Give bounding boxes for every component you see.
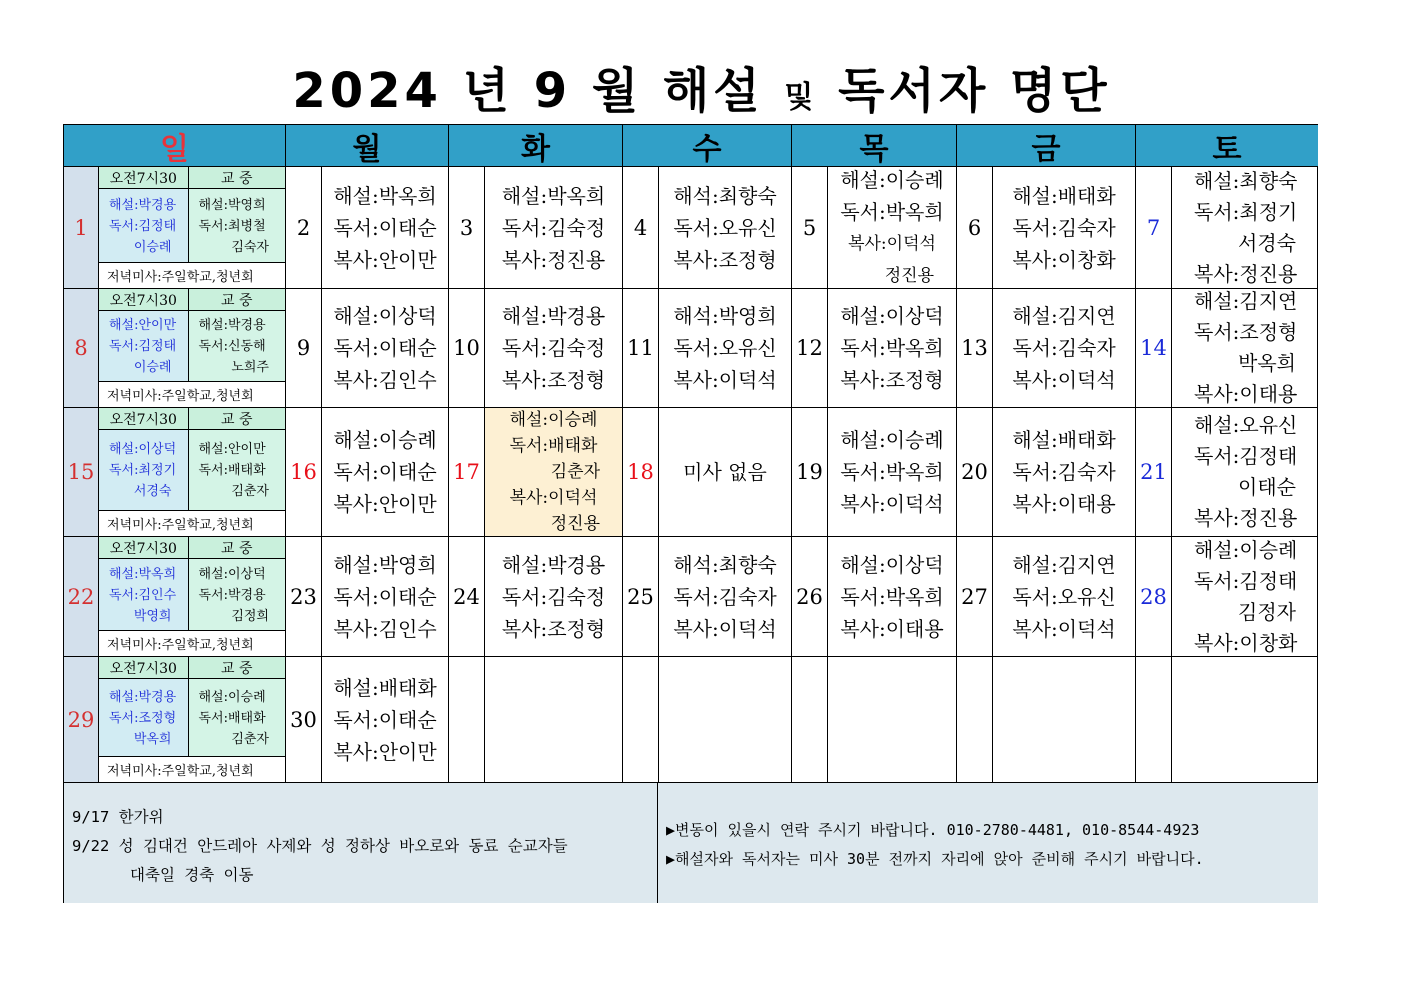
day-date: 26 [792, 537, 828, 657]
schedule-line: 독서:김숙정 [501, 584, 606, 609]
sunday-time: 오전7시30 [99, 289, 189, 311]
sunday-mass-label: 교 중 [189, 289, 287, 311]
day-schedule [993, 657, 1136, 783]
schedule-line: 정진용 [884, 265, 934, 286]
schedule-line: 복사:이태용 [840, 616, 944, 641]
schedule-line: 해설:박영희 [333, 552, 437, 577]
day-schedule [322, 537, 449, 657]
schedule-line: 독서:김숙정 [501, 336, 606, 360]
schedule-line: 독서:이태순 [333, 336, 437, 360]
day-schedule [993, 289, 1136, 408]
schedule-line: 복사:김인수 [333, 368, 437, 392]
schedule-line: 복사:김인수 [333, 616, 437, 641]
title-end: 독서자 명단 [838, 63, 1111, 119]
reader-line: 독서:최병철 [198, 218, 266, 234]
sunday-time: 오전7시30 [99, 537, 189, 559]
schedule-line: 독서:김숙자 [1012, 460, 1116, 484]
sunday-date: 29 [64, 657, 99, 783]
day-schedule [485, 167, 623, 289]
schedule-line: 독서:김정태 [1194, 444, 1298, 468]
note-line: ▶해설자와 독서자는 미사 30분 전까지 자리에 앉아 준비해 주시기 바랍니다. [666, 850, 1204, 868]
schedule-line: 김춘자 [550, 462, 600, 482]
schedule-line: 복사:이덕석 [1012, 616, 1116, 641]
note-line: ▶변동이 있을시 연락 주시기 바랍니다. 010-2780-4481, 010-8544-4923 [666, 821, 1200, 839]
day-schedule [1172, 408, 1318, 537]
schedule-line: 독서:박옥희 [840, 336, 944, 360]
day-schedule [993, 537, 1136, 657]
schedule-line: 복사:이창화 [1194, 630, 1298, 655]
schedule-line: 독서:김정태 [1194, 568, 1298, 593]
schedule-line: 복사:이덕석 [509, 488, 598, 508]
schedule-line: 박옥희 [1238, 351, 1296, 375]
schedule-line: 해설:이승례 [509, 410, 598, 430]
reader-line: 해설:박경용 [109, 689, 177, 705]
footer-notes-left [64, 783, 658, 903]
day-schedule [659, 537, 792, 657]
day-date: 13 [957, 289, 993, 408]
reader-line: 이승례 [133, 239, 172, 255]
schedule-line: 독서:김숙자 [673, 584, 777, 609]
reader-line: 김숙자 [231, 239, 269, 255]
header-day-2: 화 [449, 125, 623, 167]
sunday-evening: 저녁미사:주일학교,청년회 [99, 263, 286, 289]
day-date: 4 [623, 167, 659, 289]
day-schedule [1172, 289, 1318, 408]
day-date: 10 [449, 289, 485, 408]
day-schedule [828, 408, 957, 537]
day-schedule [485, 657, 623, 783]
schedule-line: 해설:배태화 [1012, 183, 1116, 208]
schedule-line: 해설:이승례 [840, 167, 944, 192]
note-line: 9/22 성 김대건 안드레아 사제와 성 정하상 바오로와 동료 순교자들 [72, 837, 568, 855]
footer-notes-right [658, 783, 1318, 903]
reader-line: 독서:최정기 [109, 463, 177, 478]
reader-line: 독서:박경용 [198, 587, 266, 603]
reader-line: 해설:이승례 [198, 689, 266, 705]
schedule-line: 해설:박경용 [501, 552, 606, 577]
sunday-readers-left [99, 559, 189, 631]
day-schedule [659, 289, 792, 408]
sunday-date: 8 [64, 289, 99, 408]
schedule-line: 해설:박옥희 [333, 183, 437, 208]
header-day-5: 금 [957, 125, 1136, 167]
day-date: 21 [1136, 408, 1172, 537]
schedule-line: 독서:조정형 [1194, 320, 1298, 344]
day-schedule [485, 408, 623, 537]
reader-line: 김춘자 [231, 731, 269, 747]
schedule-line: 독서:이태순 [333, 707, 437, 732]
sunday-mass-label: 교 중 [189, 537, 287, 559]
header-day-0: 일 [64, 125, 286, 167]
schedule-line: 해설:오유신 [1194, 413, 1298, 437]
schedule-line: 복사:정진용 [501, 247, 606, 272]
day-date: 24 [449, 537, 485, 657]
reader-line: 김춘자 [231, 484, 269, 499]
schedule-line: 독서:오유신 [1012, 584, 1116, 609]
schedule-line: 독서:이태순 [333, 584, 437, 609]
sunday-readers-left [99, 679, 189, 757]
sunday-time: 오전7시30 [99, 167, 189, 189]
schedule-line: 서경숙 [1238, 230, 1296, 255]
reader-line: 독서:배태화 [198, 710, 266, 726]
sunday-mass-label: 교 중 [189, 167, 287, 189]
schedule-line: 독서:김숙정 [501, 215, 606, 240]
schedule-line: 복사:정진용 [1194, 261, 1298, 286]
reader-line: 해설:안이만 [109, 318, 177, 333]
sunday-time: 오전7시30 [99, 657, 189, 679]
reader-line: 해설:박영희 [198, 197, 266, 213]
reader-line: 독서:김정태 [109, 339, 177, 354]
day-date [957, 657, 993, 783]
sunday-evening: 저녁미사:주일학교,청년회 [99, 511, 286, 537]
day-date: 2 [286, 167, 322, 289]
schedule-line: 복사:이덕석 [673, 368, 777, 392]
schedule-line: 복사:조정형 [501, 368, 606, 392]
sunday-date: 22 [64, 537, 99, 657]
sunday-date: 1 [64, 167, 99, 289]
schedule-line: 복사:정진용 [1194, 506, 1298, 530]
day-date: 23 [286, 537, 322, 657]
sunday-evening: 저녁미사:주일학교,청년회 [99, 631, 286, 657]
day-date: 28 [1136, 537, 1172, 657]
day-date: 6 [957, 167, 993, 289]
schedule-line: 독서:배태화 [509, 436, 598, 456]
header-day-3: 수 [623, 125, 792, 167]
reader-line: 독서:김인수 [109, 587, 177, 603]
schedule-line: 독서:김숙자 [1012, 336, 1116, 360]
schedule-line: 해설:이승례 [333, 428, 437, 452]
schedule-line: 독서:박옥희 [840, 584, 944, 609]
schedule-line: 해설:최향숙 [1194, 168, 1298, 193]
schedule-line: 해설:김지연 [1194, 289, 1298, 313]
schedule-line: 독서:최정기 [1194, 199, 1298, 224]
day-schedule [659, 408, 792, 537]
day-schedule [659, 657, 792, 783]
reader-line: 서경숙 [133, 484, 172, 499]
schedule-line: 해설:김지연 [1012, 304, 1116, 328]
day-date: 16 [286, 408, 322, 537]
title-main: 2024 년 9 월 해설 [292, 63, 764, 119]
reader-line: 독서:배태화 [198, 463, 266, 478]
schedule-line: 해석:최향숙 [673, 552, 777, 577]
header-day-4: 목 [792, 125, 957, 167]
schedule-line: 미사 없음 [683, 460, 767, 484]
sunday-readers-right [189, 311, 287, 382]
header-day-6: 토 [1136, 125, 1318, 167]
day-date: 7 [1136, 167, 1172, 289]
sunday-readers-left [99, 430, 189, 511]
note-line: 9/17 한가위 [72, 808, 164, 826]
day-date: 17 [449, 408, 485, 537]
sunday-readers-right [189, 559, 287, 631]
reader-line: 독서:김정태 [109, 218, 177, 234]
reader-line: 해설:박경용 [109, 197, 177, 213]
schedule-line: 독서:이태순 [333, 215, 437, 240]
schedule-line: 독서:김숙자 [1012, 215, 1116, 240]
schedule-line: 복사:안이만 [333, 492, 437, 516]
day-date: 14 [1136, 289, 1172, 408]
day-schedule [1172, 537, 1318, 657]
sunday-readers-left [99, 311, 189, 382]
day-schedule [322, 167, 449, 289]
schedule-line: 독서:이태순 [333, 460, 437, 484]
schedule-line: 해설:배태화 [333, 675, 437, 700]
schedule-line: 정진용 [550, 514, 600, 534]
schedule-line: 복사:이덕석 [840, 492, 944, 516]
reader-line: 독서:신동해 [198, 339, 266, 354]
sunday-readers-right [189, 679, 287, 757]
day-schedule [993, 408, 1136, 537]
schedule-line: 복사:이덕석 [1012, 368, 1116, 392]
schedule-line: 복사:이창화 [1012, 247, 1116, 272]
title-small: 및 [784, 80, 818, 115]
schedule-line: 복사:안이만 [333, 247, 437, 272]
day-schedule [659, 167, 792, 289]
day-schedule [322, 657, 449, 783]
day-schedule [828, 537, 957, 657]
schedule-line: 해석:최향숙 [673, 183, 777, 208]
sunday-evening: 저녁미사:주일학교,청년회 [99, 757, 286, 783]
schedule-line: 이태순 [1238, 475, 1296, 499]
day-schedule [1172, 167, 1318, 289]
day-schedule [993, 167, 1136, 289]
day-date: 19 [792, 408, 828, 537]
schedule-line: 복사:이덕석 [848, 233, 936, 254]
sunday-time: 오전7시30 [99, 408, 189, 430]
sunday-readers-left [99, 189, 189, 263]
reader-line: 박영희 [133, 608, 172, 624]
schedule-line: 해설:이상덕 [840, 304, 944, 328]
schedule-line: 독서:박옥희 [840, 199, 944, 224]
day-date: 25 [623, 537, 659, 657]
day-date [1136, 657, 1172, 783]
schedule-line: 해설:박옥희 [501, 183, 606, 208]
schedule-line: 복사:조정형 [501, 616, 606, 641]
day-schedule [828, 167, 957, 289]
sunday-date: 15 [64, 408, 99, 537]
schedule-line: 해설:배태화 [1012, 428, 1116, 452]
sunday-readers-right [189, 430, 287, 511]
day-date: 9 [286, 289, 322, 408]
day-date: 20 [957, 408, 993, 537]
schedule-line: 복사:안이만 [333, 739, 437, 764]
day-date [623, 657, 659, 783]
reader-line: 해설:박옥희 [109, 566, 177, 582]
reader-line: 해설:박경용 [198, 318, 266, 333]
schedule-line: 해설:이상덕 [840, 552, 944, 577]
schedule-line: 해석:박영희 [673, 304, 777, 328]
reader-line: 김정희 [231, 608, 269, 624]
sunday-mass-label: 교 중 [189, 408, 287, 430]
schedule-line: 복사:조정형 [673, 247, 777, 272]
sunday-evening: 저녁미사:주일학교,청년회 [99, 382, 286, 408]
calendar-table [63, 124, 1318, 903]
day-date: 27 [957, 537, 993, 657]
day-date [792, 657, 828, 783]
reader-line: 해설:이상덕 [109, 442, 177, 457]
day-schedule [828, 657, 957, 783]
reader-line: 해설:안이만 [198, 442, 266, 457]
sunday-mass-label: 교 중 [189, 657, 287, 679]
day-date: 5 [792, 167, 828, 289]
reader-line: 해설:이상덕 [198, 566, 266, 582]
day-date: 30 [286, 657, 322, 783]
schedule-line: 복사:이태용 [1194, 382, 1298, 406]
schedule-line: 해설:이승례 [840, 428, 944, 452]
schedule-line: 독서:박옥희 [840, 460, 944, 484]
schedule-line: 독서:오유신 [673, 215, 777, 240]
reader-line: 노희주 [231, 360, 269, 375]
sunday-readers-right [189, 189, 287, 263]
day-schedule [828, 289, 957, 408]
schedule-line: 복사:조정형 [840, 368, 944, 392]
page-title [0, 52, 1403, 121]
schedule-line: 해설:김지연 [1012, 552, 1116, 577]
schedule-line: 복사:이덕석 [673, 616, 777, 641]
schedule-line: 해설:이승례 [1194, 537, 1298, 562]
schedule-line: 복사:이태용 [1012, 492, 1116, 516]
day-date [449, 657, 485, 783]
note-line: 대축일 경축 이동 [130, 866, 254, 884]
reader-line: 독서:조정형 [109, 710, 177, 726]
day-schedule [1172, 657, 1318, 783]
schedule-line: 해설:박경용 [501, 304, 606, 328]
schedule-line: 독서:오유신 [673, 336, 777, 360]
schedule-line: 김정자 [1238, 599, 1296, 624]
day-date: 11 [623, 289, 659, 408]
day-schedule [485, 537, 623, 657]
day-schedule [485, 289, 623, 408]
day-date: 12 [792, 289, 828, 408]
reader-line: 박옥희 [133, 731, 172, 747]
day-date: 3 [449, 167, 485, 289]
day-schedule [322, 408, 449, 537]
day-date: 18 [623, 408, 659, 537]
header-day-1: 월 [286, 125, 449, 167]
reader-line: 이승례 [133, 360, 172, 375]
day-schedule [322, 289, 449, 408]
schedule-line: 해설:이상덕 [333, 304, 437, 328]
